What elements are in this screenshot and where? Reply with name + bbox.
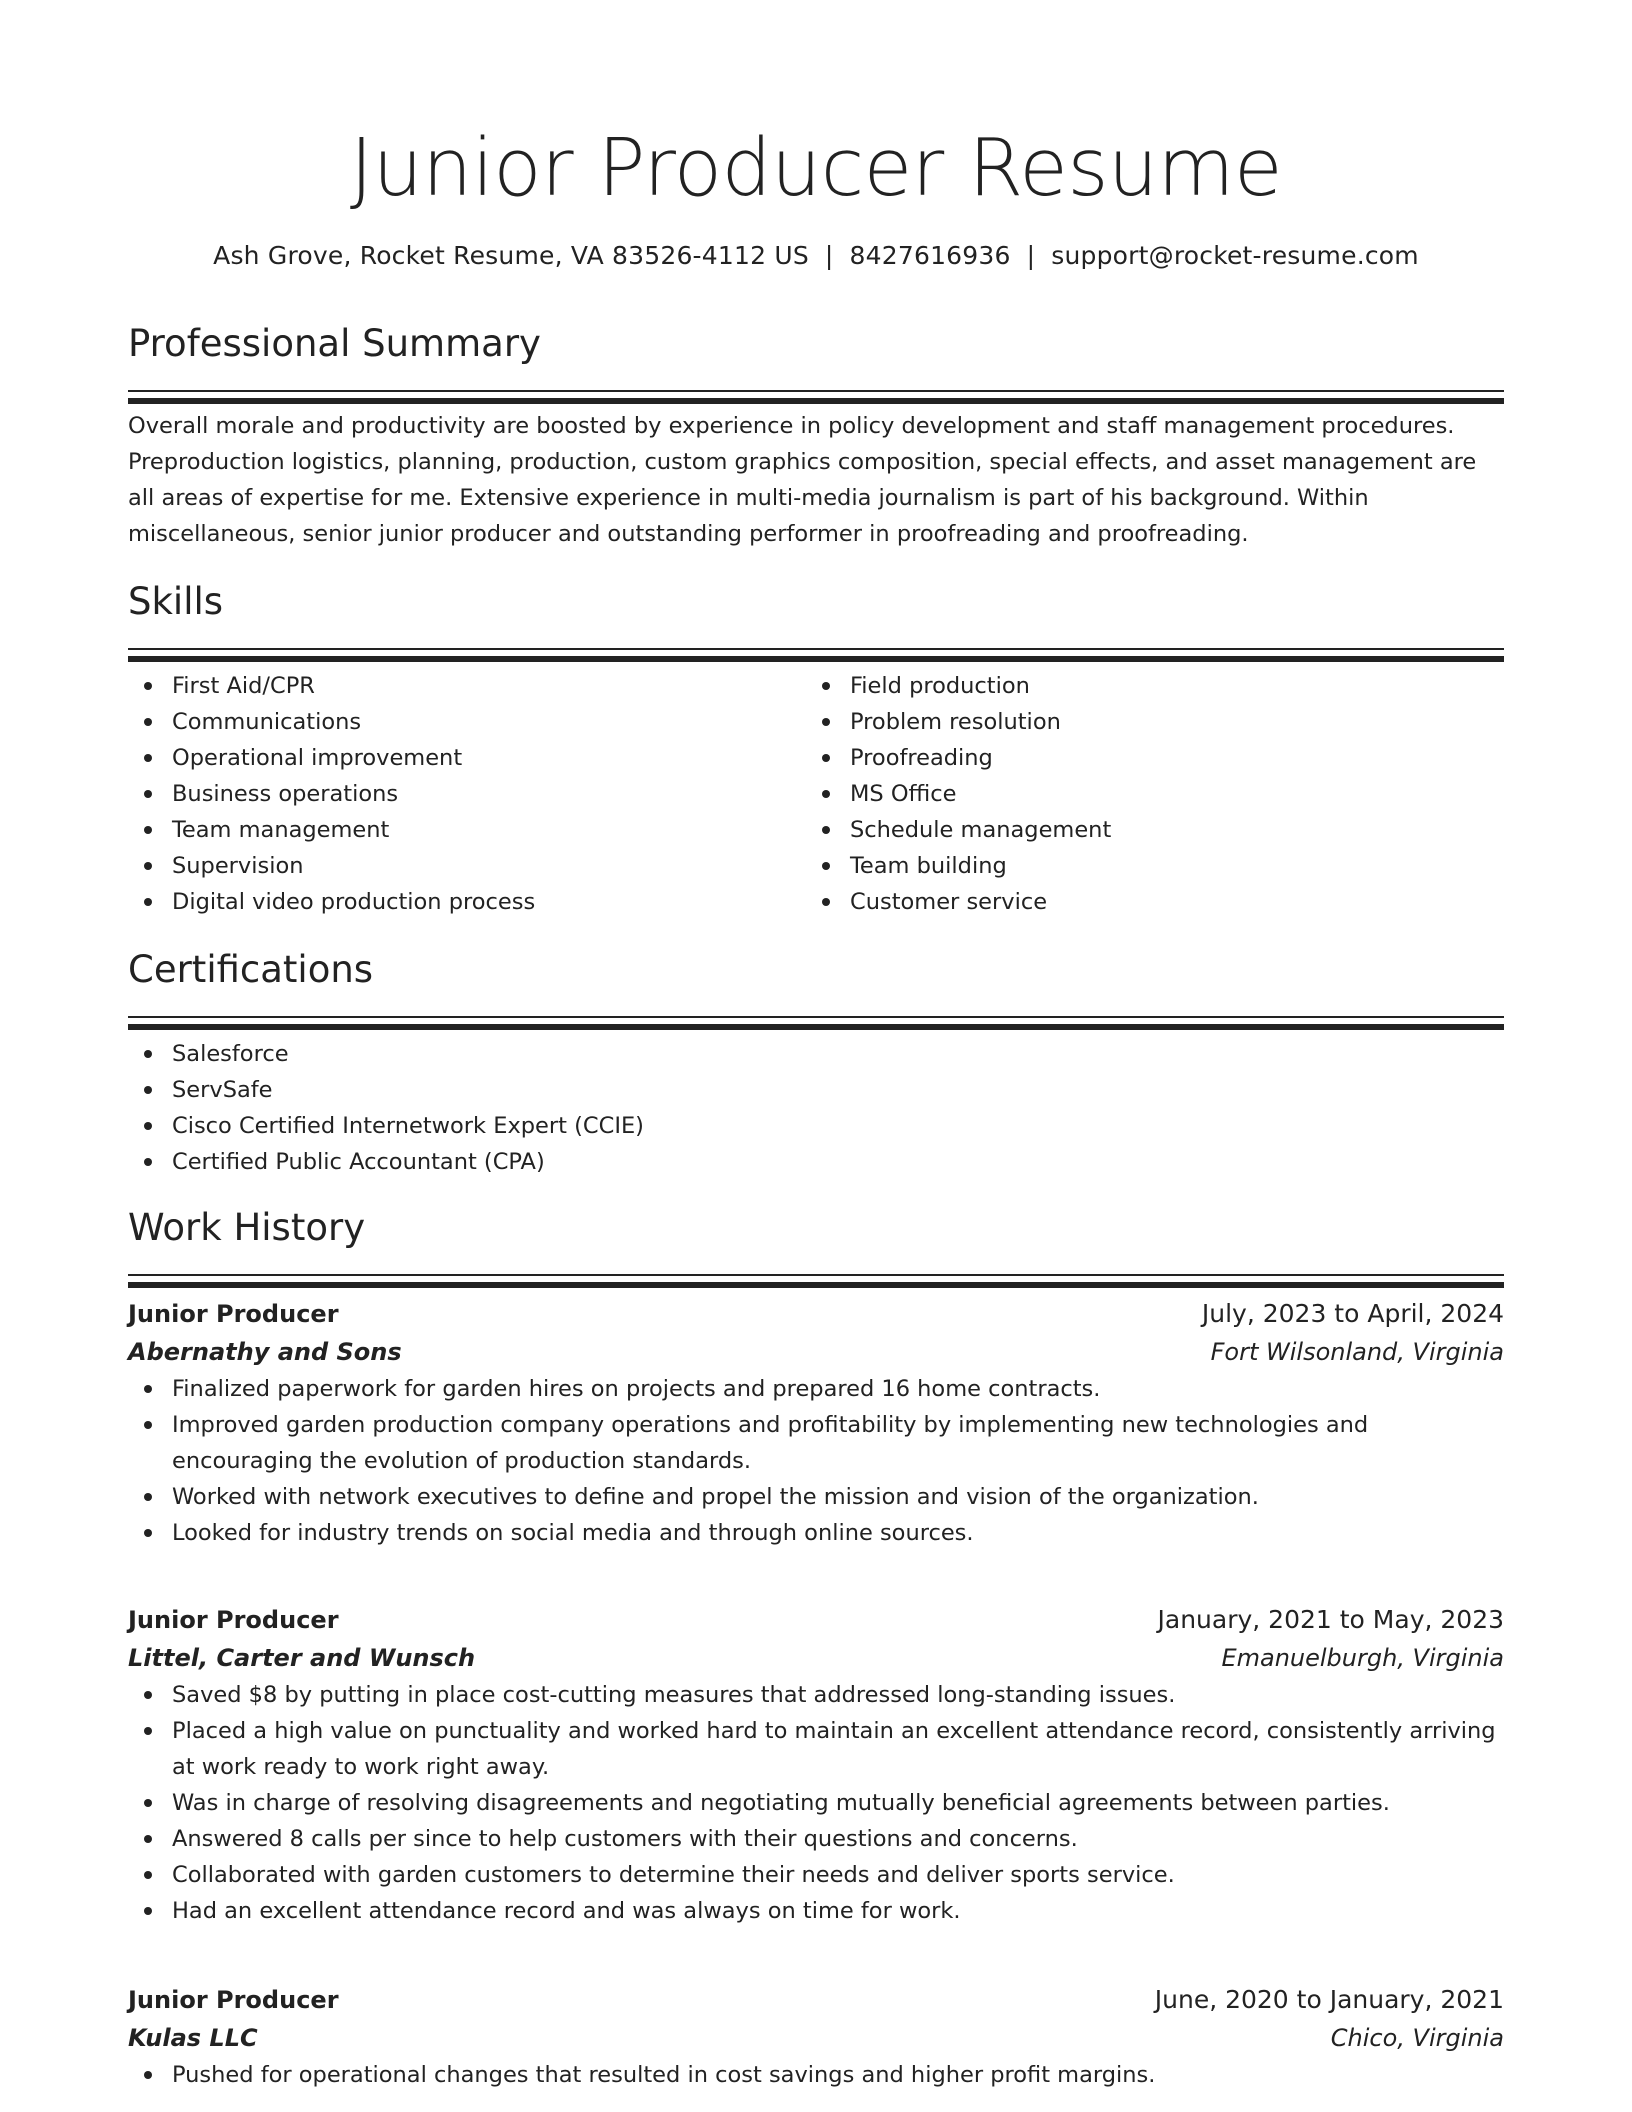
list-item <box>128 740 788 776</box>
list-item <box>128 668 788 704</box>
bullet-icon <box>144 1122 152 1130</box>
skills-column-right <box>806 668 1466 920</box>
bullet-icon <box>822 862 830 870</box>
list-item-text: First Aid/CPR <box>172 673 315 699</box>
list-item <box>128 1407 1504 1479</box>
bullet-icon <box>822 898 830 906</box>
list-item <box>128 1371 1504 1407</box>
section-divider <box>128 1016 1504 1018</box>
job-bullets <box>128 1677 1504 1929</box>
bullet-icon <box>822 754 830 762</box>
job-dates: January, 2021 to May, 2023 <box>1157 1605 1504 1634</box>
list-item-text: Finalized paperwork for garden hires on projects and prepared 16 home contracts. <box>172 1376 1101 1402</box>
section-divider <box>128 398 1504 404</box>
bullet-icon <box>144 1385 152 1393</box>
section-divider <box>128 1024 1504 1030</box>
job-company-row <box>128 1333 1504 1371</box>
list-item <box>806 776 1466 812</box>
list-item <box>806 668 1466 704</box>
skills-column-left <box>128 668 788 920</box>
bullet-icon <box>822 718 830 726</box>
bullet-icon <box>144 1493 152 1501</box>
bullet-icon <box>144 682 152 690</box>
bullet-icon <box>144 898 152 906</box>
contact-separator: | <box>1026 241 1036 270</box>
bullet-icon <box>144 1421 152 1429</box>
job-dates: June, 2020 to January, 2021 <box>1154 1985 1504 2014</box>
list-item <box>128 1144 1504 1180</box>
section-certifications-header <box>128 948 1504 1030</box>
list-item <box>128 848 788 884</box>
list-item-text: Had an excellent attendance record and was always on time for work. <box>172 1898 961 1924</box>
contact-separator: | <box>824 241 834 270</box>
job-location: Chico, Virginia <box>1330 2024 1504 2052</box>
list-item-text: Improved garden production company operations and profitability by implementing new technologies and encouraging the evolution of production standards. <box>172 1412 1369 1474</box>
bullet-icon <box>144 826 152 834</box>
job-company: Littel, Carter and Wunsch <box>128 1644 476 1672</box>
bullet-icon <box>822 826 830 834</box>
list-item-text: Collaborated with garden customers to determine their needs and deliver sports service. <box>172 1862 1175 1888</box>
job-header-row <box>128 1295 1504 1333</box>
job-entry <box>128 1601 1504 1929</box>
list-item-text: Business operations <box>172 781 399 807</box>
list-item <box>128 2057 1504 2093</box>
list-item <box>128 1108 1504 1144</box>
job-title: Junior Producer <box>128 1606 339 1634</box>
list-item-text: Communications <box>172 709 362 735</box>
section-divider <box>128 656 1504 662</box>
bullet-icon <box>822 790 830 798</box>
list-item-text: Digital video production process <box>172 889 536 915</box>
list-item <box>128 776 788 812</box>
list-item <box>806 884 1466 920</box>
list-item-text: Proofreading <box>850 745 993 771</box>
section-divider <box>128 1274 1504 1276</box>
bullet-icon <box>144 1907 152 1915</box>
list-item-text: Salesforce <box>172 1041 289 1067</box>
section-skills-header <box>128 580 1504 662</box>
list-item-text: Certified Public Accountant (CPA) <box>172 1149 545 1175</box>
bullet-icon <box>144 790 152 798</box>
certifications-list-wrap <box>128 1036 1504 1180</box>
bullet-icon <box>144 1086 152 1094</box>
list-item-text: Schedule management <box>850 817 1112 843</box>
job-entry <box>128 1981 1504 2093</box>
list-item-text: Team management <box>172 817 390 843</box>
list-item-text: Was in charge of resolving disagreements and negotiating mutually beneficial agreements between parties. <box>172 1790 1390 1816</box>
job-entry <box>128 1295 1504 1551</box>
list-item <box>128 1072 1504 1108</box>
list-item <box>128 812 788 848</box>
list-item-text: Supervision <box>172 853 304 879</box>
list-item-text: Problem resolution <box>850 709 1061 735</box>
list-item-text: Looked for industry trends on social media and through online sources. <box>172 1520 974 1546</box>
list-item <box>128 1036 1504 1072</box>
list-item <box>128 1785 1504 1821</box>
section-heading: Certifications <box>128 948 374 991</box>
list-item-text: Operational improvement <box>172 745 463 771</box>
bullet-icon <box>144 1691 152 1699</box>
job-company: Abernathy and Sons <box>128 1338 402 1366</box>
bullet-icon <box>144 1158 152 1166</box>
list-item-text: MS Office <box>850 781 957 807</box>
section-summary-header <box>128 322 1504 404</box>
bullet-icon <box>144 718 152 726</box>
list-item <box>128 1821 1504 1857</box>
bullet-icon <box>144 754 152 762</box>
list-item-text: Pushed for operational changes that resulted in cost savings and higher profit margins. <box>172 2062 1156 2088</box>
bullet-icon <box>144 1871 152 1879</box>
list-item <box>128 1857 1504 1893</box>
list-item <box>128 1677 1504 1713</box>
list-item-text: Answered 8 calls per since to help customers with their questions and concerns. <box>172 1826 1078 1852</box>
job-location: Emanuelburgh, Virginia <box>1221 1644 1504 1672</box>
section-divider <box>128 648 1504 650</box>
skills-list <box>128 668 788 920</box>
job-company: Kulas LLC <box>128 2024 258 2052</box>
bullet-icon <box>144 2071 152 2079</box>
bullet-icon <box>822 682 830 690</box>
list-item-text: Worked with network executives to define and propel the mission and vision of the organization. <box>172 1484 1259 1510</box>
list-item <box>806 848 1466 884</box>
job-bullets <box>128 2057 1504 2093</box>
section-work-header <box>128 1206 1504 1288</box>
job-company-row <box>128 2019 1504 2057</box>
list-item-text: Saved $8 by putting in place cost-cutting measures that addressed long-standing issues. <box>172 1682 1176 1708</box>
bullet-icon <box>144 1835 152 1843</box>
job-title: Junior Producer <box>128 1300 339 1328</box>
bullet-icon <box>144 1529 152 1537</box>
section-heading: Work History <box>128 1206 366 1249</box>
contact-address: Ash Grove, Rocket Resume, VA 83526-4112 US <box>213 241 809 270</box>
list-item <box>128 1515 1504 1551</box>
list-item-text: Placed a high value on punctuality and worked hard to maintain an excellent attendance record, consistently arriving at work ready to work right away. <box>172 1718 1496 1780</box>
list-item <box>128 884 788 920</box>
list-item <box>806 740 1466 776</box>
job-title: Junior Producer <box>128 1986 339 2014</box>
job-header-row <box>128 1601 1504 1639</box>
list-item-text: Field production <box>850 673 1030 699</box>
resume-title: Junior Producer Resume <box>349 122 1283 214</box>
list-item <box>806 704 1466 740</box>
section-heading: Skills <box>128 580 224 623</box>
list-item <box>128 1893 1504 1929</box>
list-item <box>128 1713 1504 1785</box>
contact-phone: 8427616936 <box>849 241 1011 270</box>
list-item <box>128 704 788 740</box>
bullet-icon <box>144 1799 152 1807</box>
contact-email: support@rocket-resume.com <box>1051 241 1419 270</box>
section-divider <box>128 390 1504 392</box>
bullet-icon <box>144 862 152 870</box>
bullet-icon <box>144 1050 152 1058</box>
list-item-text: Cisco Certified Internetwork Expert (CCIE) <box>172 1113 644 1139</box>
section-divider <box>128 1282 1504 1288</box>
job-company-row <box>128 1639 1504 1677</box>
list-item <box>128 1479 1504 1515</box>
bullet-icon <box>144 1727 152 1735</box>
job-header-row <box>128 1981 1504 2019</box>
list-item-text: Customer service <box>850 889 1048 915</box>
certifications-list <box>128 1036 1504 1180</box>
list-item <box>806 812 1466 848</box>
list-item-text: ServSafe <box>172 1077 273 1103</box>
list-item-text: Team building <box>850 853 1007 879</box>
job-location: Fort Wilsonland, Virginia <box>1210 1338 1504 1366</box>
job-dates: July, 2023 to April, 2024 <box>1201 1299 1504 1328</box>
skills-list <box>806 668 1466 920</box>
job-bullets <box>128 1371 1504 1551</box>
contact-line <box>128 240 1504 272</box>
summary-text: Overall morale and productivity are boosted by experience in policy development and staff management procedures. Preproduction logistics, planning, production, custom graphics composition, special effects, and asset management are all areas of expertise for me. Extensive experience in multi-media journalism is part of his background. Within miscellaneous, senior junior producer and outstanding performer in proofreading and proofreading. <box>128 413 1477 547</box>
section-heading: Professional Summary <box>128 322 541 365</box>
